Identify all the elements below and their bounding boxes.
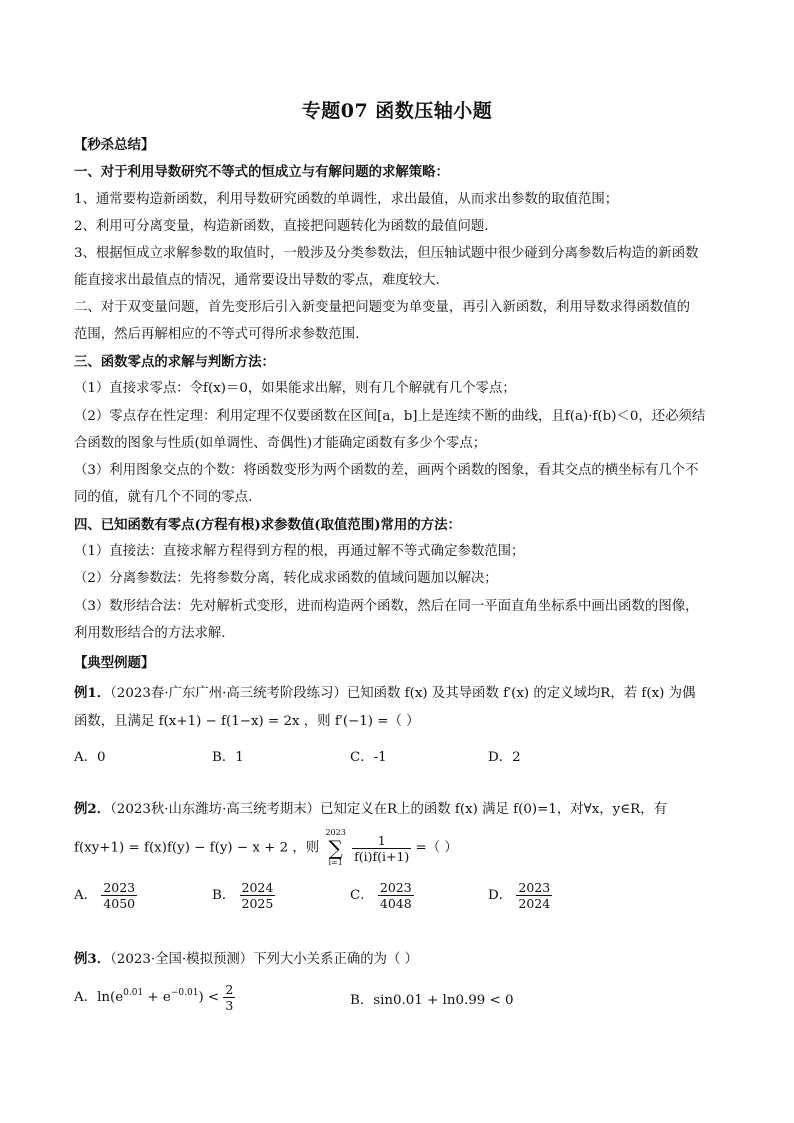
fraction-numerator: 2024 bbox=[241, 880, 274, 895]
summary-line: （2）分离参数法：先将参数分离，转化成求函数的值域问题加以解决； bbox=[74, 571, 498, 586]
fraction-numerator: 2023 bbox=[103, 880, 136, 895]
option-letter: B． bbox=[212, 888, 236, 903]
example-1-option-d: D．2 bbox=[488, 750, 521, 765]
fraction-denominator: 4050 bbox=[103, 896, 136, 911]
example-2-text: （2023秋·山东潍坊·高三统考期末）已知定义在R上的函数 f(x) 满足 f(0)=1，对∀x，y∈R，有 bbox=[110, 802, 667, 817]
example-3-text: （2023·全国·模拟预测）下列大小关系正确的为（ ） bbox=[110, 952, 419, 967]
option-expression: ) < bbox=[198, 990, 220, 1005]
summary-line: 能直接求出最值点的情况，通常要设出导数的零点，难度较大. bbox=[74, 273, 440, 288]
example-3-label: 例3． bbox=[74, 951, 111, 967]
fraction-denominator: f(i)f(i+1) bbox=[354, 848, 410, 864]
fraction-numerator: 1 bbox=[377, 832, 386, 848]
option-letter: A． bbox=[74, 888, 98, 903]
exponent: −0.01 bbox=[170, 988, 199, 998]
example-1-option-b: B．1 bbox=[212, 750, 244, 765]
exponent: 0.01 bbox=[123, 988, 144, 998]
fraction-numerator: 2023 bbox=[518, 880, 551, 895]
summation-symbol bbox=[325, 828, 345, 868]
fraction-denominator: 4048 bbox=[379, 896, 412, 911]
option-expression: + e bbox=[143, 990, 171, 1005]
section-heading-summary: 【秒杀总结】 bbox=[74, 137, 155, 153]
example-3-line-1 bbox=[74, 950, 734, 969]
summary-line: 二、对于双变量问题，首先变形后引入新变量把问题变为单变量，再引入新函数，利用导数求得函数值的 bbox=[74, 300, 690, 315]
example-2-line-2 bbox=[74, 828, 734, 868]
sum-lower-limit: i=1 bbox=[328, 858, 343, 867]
option-letter: D． bbox=[488, 888, 513, 903]
sum-fraction bbox=[352, 833, 411, 864]
summary-line: （3）利用图象交点的个数：将函数变形为两个函数的差，画两个函数的图象，看其交点的横坐标有几个不 bbox=[74, 463, 699, 478]
example-1-label: 例1． bbox=[74, 685, 111, 701]
option-expression: ln(e bbox=[97, 990, 124, 1005]
summary-line: （3）数形结合法：先对解析式变形，进而构造两个函数，然后在同一平面直角坐标系中画出函数的图像， bbox=[74, 599, 699, 614]
example-2-equation: f(xy+1) = f(x)f(y) − f(y) − x + 2 ，则 bbox=[74, 840, 320, 856]
option-letter: C． bbox=[350, 888, 374, 903]
summary-line: （2）零点存在性定理：利用定理不仅要函数在区间[a，b]上是连续不断的曲线，且f(a)·f(b)＜0，还必须结 bbox=[74, 409, 706, 424]
section-heading-examples: 【典型例题】 bbox=[74, 655, 155, 671]
sum-upper-limit: 2023 bbox=[325, 828, 346, 837]
example-2-label: 例2． bbox=[74, 801, 111, 817]
example-1-line-2: 函数，且满足 f(x+1) − f(1−x) = 2x ，则 f′(−1) =（ ） bbox=[74, 714, 420, 729]
sigma-icon: ∑ bbox=[328, 836, 343, 860]
summary-line: 1、通常要构造新函数，利用导数研究函数的单调性，求出最值，从而求出参数的取值范围； bbox=[74, 192, 619, 207]
summary-line: （1）直接法：直接求解方程得到方程的根，再通过解不等式确定参数范围； bbox=[74, 544, 525, 559]
example-2-option-d bbox=[488, 880, 552, 911]
summary-line: 三、函数零点的求解与判断方法： bbox=[74, 354, 275, 370]
summary-line: 同的值，就有几个不同的零点. bbox=[74, 490, 253, 505]
summary-line: 2、利用可分离变量，构造新函数，直接把问题转化为函数的最值问题． bbox=[74, 219, 498, 234]
fraction-numerator: 2 bbox=[225, 982, 234, 997]
summary-line: （1）直接求零点：令f(x)＝0，如果能求出解，则有几个解就有几个零点； bbox=[74, 381, 516, 396]
example-2-answer-blank: =（ ） bbox=[415, 840, 458, 856]
fraction-numerator: 2023 bbox=[379, 880, 412, 895]
fraction-denominator: 2024 bbox=[518, 896, 551, 911]
summary-line: 3、根据恒成立求解参数的取值时，一般涉及分类参数法，但压轴试题中很少碰到分离参数后构造的新函数 bbox=[74, 246, 699, 261]
option-letter: A． bbox=[74, 990, 98, 1005]
example-1-option-c: C．-1 bbox=[350, 750, 387, 765]
example-2-option-b bbox=[212, 880, 275, 911]
example-1-line-1 bbox=[74, 684, 734, 703]
summary-line: 范围，然后再解相应的不等式可得所求参数范围． bbox=[74, 327, 369, 342]
summary-line: 四、已知函数有零点(方程有根)求参数值(取值范围)常用的方法： bbox=[74, 517, 461, 533]
example-3-option-a bbox=[74, 982, 235, 1013]
summary-line: 合函数的图象与性质(如单调性、奇偶性)才能确定函数有多少个零点； bbox=[74, 436, 487, 451]
fraction-denominator: 2025 bbox=[241, 896, 274, 911]
summary-line: 利用数形结合的方法求解. bbox=[74, 626, 226, 641]
example-2-option-c bbox=[350, 880, 414, 911]
fraction-denominator: 3 bbox=[225, 998, 234, 1013]
option-fraction bbox=[516, 880, 552, 911]
example-1-text: （2023春·广东广州·高三统考阶段练习）已知函数 f(x) 及其导函数 f′(x) 的定义域均R，若 f(x) 为偶 bbox=[110, 686, 696, 701]
option-fraction bbox=[378, 880, 414, 911]
example-2-line-1 bbox=[74, 800, 734, 819]
example-3-option-b: B．sin0.01 + ln0.99 < 0 bbox=[350, 993, 514, 1008]
summary-line: 一、对于利用导数研究不等式的恒成立与有解问题的求解策略： bbox=[74, 164, 449, 180]
example-2-option-a bbox=[74, 880, 137, 911]
option-fraction bbox=[101, 880, 137, 911]
option-fraction bbox=[240, 880, 276, 911]
page-title: 专题07 函数压轴小题 bbox=[301, 100, 493, 122]
option-fraction bbox=[223, 982, 235, 1013]
example-1-option-a: A．0 bbox=[74, 750, 106, 765]
